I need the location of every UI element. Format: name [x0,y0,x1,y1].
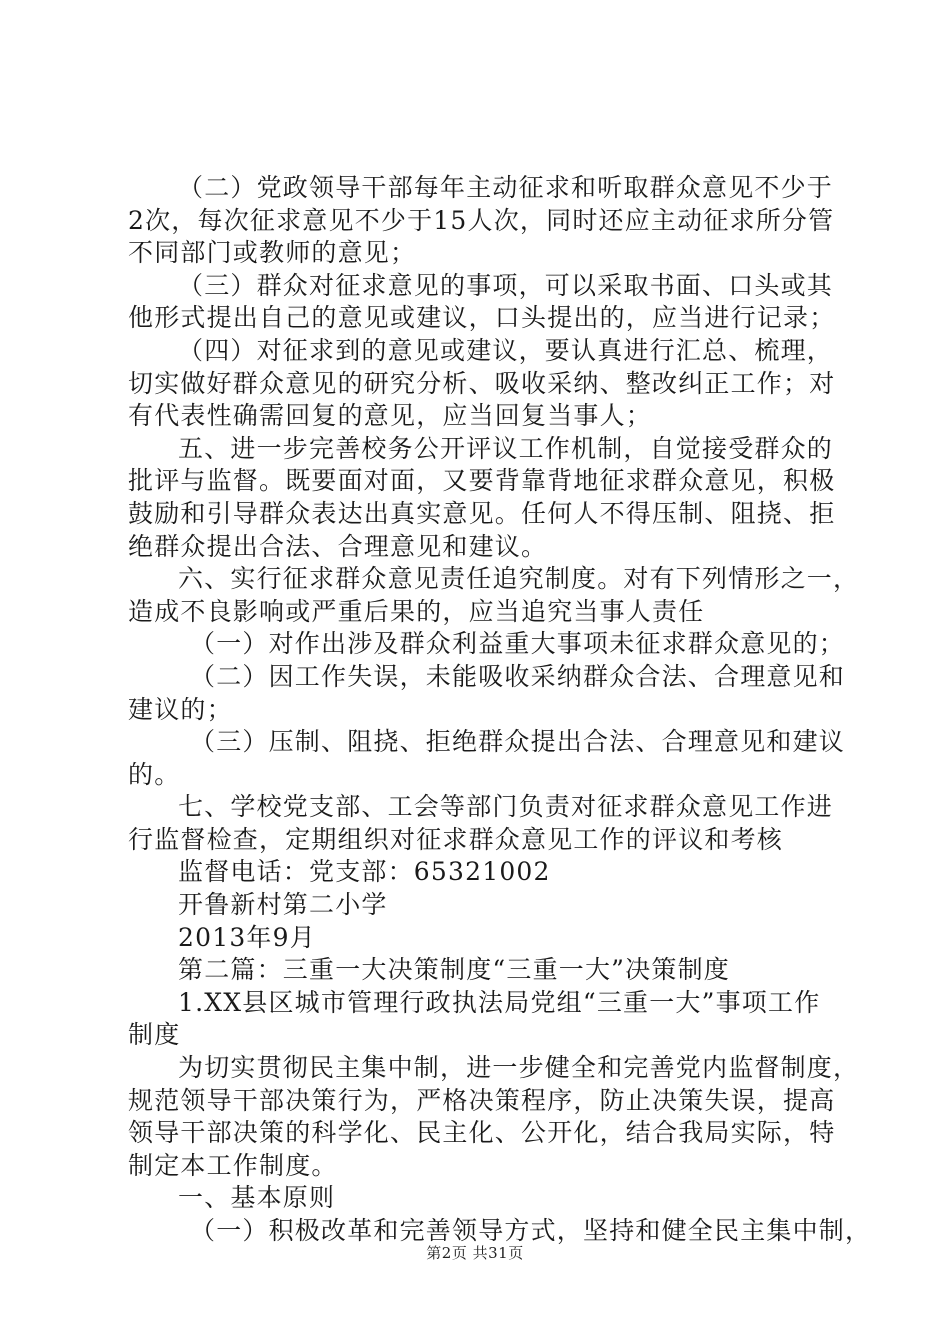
text-line: 有代表性确需回复的意见，应当回复当事人； [128,401,653,431]
text-line: 绝群众提出合法、合理意见和建议。 [128,531,548,561]
text-line: 鼓励和引导群众表达出真实意见。任何人不得压制、阻挠、拒 [128,498,836,528]
text-line: 第二篇：三重一大决策制度“三重一大”决策制度 [178,955,730,985]
document-body [128,172,872,1248]
text-line: 造成不良影响或严重后果的，应当追究当事人责任 [128,596,705,626]
text-line: （一）对作出涉及群众利益重大事项未征求群众意见的； [190,629,846,659]
text-line: （二）因工作失误，未能吸收采纳群众合法、合理意见和 [190,661,846,691]
text-line: 2013年9月 [178,922,316,952]
text-line: （四）对征求到的意见或建议，要认真进行汇总、梳理， [178,335,834,365]
text-line: 不同部门或教师的意见； [128,238,417,268]
text-line: （三）压制、阻挠、拒绝群众提出合法、合理意见和建议 [190,727,846,757]
text-line: （三）群众对征求意见的事项，可以采取书面、口头或其 [178,270,834,300]
text-line: 领导干部决策的科学化、民主化、公开化，结合我局实际，特 [128,1118,836,1148]
text-line: 七、学校党支部、工会等部门负责对征求群众意见工作进 [178,792,834,822]
text-line: 2次，每次征求意见不少于15人次，同时还应主动征求所分管 [128,205,835,235]
text-line: 开鲁新村第二小学 [178,890,388,920]
text-line: （二）党政领导干部每年主动征求和听取群众意见不少于 [178,173,834,202]
text-line: 建议的； [128,694,233,724]
text-line: 五、进一步完善校务公开评议工作机制，自觉接受群众的 [178,433,834,463]
text-line: 制定本工作制度。 [128,1150,338,1180]
text-line: 他形式提出自己的意见或建议，口头提出的，应当进行记录； [128,303,836,333]
text-line: 六、实行征求群众意见责任追究制度。对有下列情形之一， [178,564,860,594]
text-line: 切实做好群众意见的研究分析、吸收采纳、整改纠正工作；对 [128,368,836,398]
text-line: 规范领导干部决策行为，严格决策程序，防止决策失误，提高 [128,1085,836,1115]
text-line: 为切实贯彻民主集中制，进一步健全和完善党内监督制度， [178,1053,860,1083]
text-line: 1.XX县区城市管理行政执法局党组“三重一大”事项工作 [178,987,821,1017]
text-line: 行监督检查，定期组织对征求群众意见工作的评议和考核 [128,824,784,854]
text-line: （一）积极改革和完善领导方式，坚持和健全民主集中制， [190,1216,872,1245]
text-line: 制度 [128,1020,181,1050]
text-line: 批评与监督。既要面对面，又要背靠背地征求群众意见，积极 [128,466,836,496]
text-line: 监督电话：党支部：65321002 [178,857,551,887]
text-line: 的。 [128,759,181,789]
page-number-footer: 第2页 共31页 [426,1244,524,1262]
text-line: 一、基本原则 [178,1183,336,1213]
